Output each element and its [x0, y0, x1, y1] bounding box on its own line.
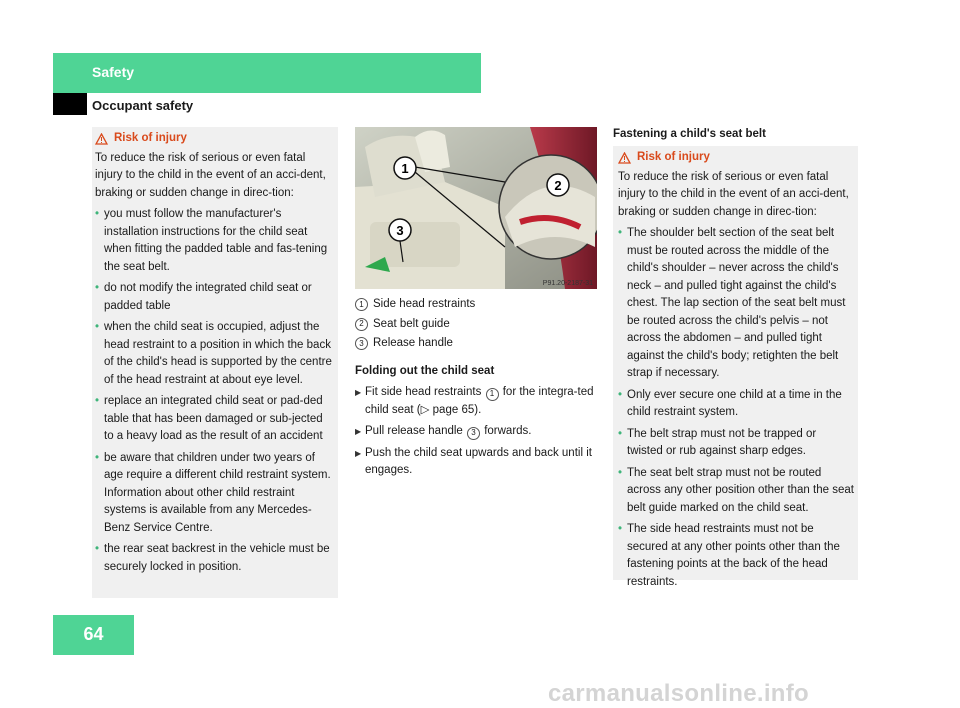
callout-2: 2	[554, 178, 562, 193]
warning-title: Risk of injury	[637, 151, 710, 163]
warning-triangle-icon	[618, 152, 631, 164]
warning-bullet: • The shoulder belt section of the seat belt must be routed across the middle of the child's shoulder – never across the child's neck – and pulled tight against the child's chest. The lap section of the seat belt must be routed across the child's pelvis – not across the abdomen – and pulled tight against the child's body; retighten the belt strap if necessary.	[618, 225, 854, 383]
warning-bullet: • The belt strap must not be trapped or twisted or rub against sharp edges.	[618, 426, 854, 461]
warning-bullet: • the rear seat backrest in the vehicle must be securely locked in position.	[95, 541, 334, 576]
fastening-heading: Fastening a child's seat belt	[613, 128, 766, 140]
warning-bullet: • do not modify the integrated child seat or padded table	[95, 280, 334, 315]
warning-bullet: • when the child seat is occupied, adjust the head restraint to a position in which the back of the child's head is supported by the centre of the head restraint at about eye level.	[95, 319, 334, 389]
callout-3: 3	[396, 223, 404, 238]
callout-number: 2	[355, 318, 368, 331]
warning-title: Risk of injury	[114, 132, 187, 144]
folding-heading: Folding out the child seat	[355, 364, 495, 377]
warning-bullet: • The side head restraints must not be secured at any other points other than the fastening points at the back of the head restraints.	[618, 521, 854, 591]
callout-number: 1	[486, 388, 499, 401]
callout-number: 1	[355, 298, 368, 311]
warning-bullet: • replace an integrated child seat or pad-ded table that has been damaged or sub-jected to a heavy load as the result of an accident	[95, 393, 334, 446]
child-seat-photo	[355, 127, 597, 289]
warning-intro: To reduce the risk of serious or even fatal injury to the child in the event of an acci-dent, braking or sudden change in direc-tion:	[618, 170, 849, 218]
warning-heading	[618, 149, 854, 167]
left-warning-box	[92, 127, 338, 598]
callout-1: 1	[401, 161, 409, 176]
warning-bullet: • be aware that children under two years of age require a different child restraint system. Information about other child restraint systems is available from any Mercedes-Benz Service Centre.	[95, 450, 334, 538]
middle-column	[355, 296, 601, 480]
legend-item	[355, 335, 601, 353]
warning-bullet: • Only ever secure one child at a time in the child restraint system.	[618, 387, 854, 422]
legend-item	[355, 316, 601, 334]
step-text: for the integra-ted child seat (	[365, 386, 594, 416]
warning-intro: To reduce the risk of serious or even fatal injury to the child in the event of an acci-dent, braking or sudden change in direc-tion:	[95, 151, 326, 199]
page-reference-arrow: ▷	[420, 403, 430, 416]
subsection-title: Occupant safety	[92, 98, 194, 113]
legend-item	[355, 296, 601, 314]
legend-label: Seat belt guide	[373, 317, 450, 330]
warning-heading	[95, 130, 334, 148]
instruction-step	[355, 445, 601, 480]
callout-number: 3	[467, 427, 480, 440]
figure-code: P91.20-2187-31	[542, 280, 593, 287]
step-text: forwards.	[481, 425, 532, 437]
instruction-step	[355, 384, 601, 419]
warning-bullet: • you must follow the manufacturer's installation instructions for the child seat when fitting the padded table and fas-tening the seat belt.	[95, 206, 334, 276]
section-marker	[53, 93, 87, 115]
watermark: carmanualsonline.info	[548, 680, 810, 707]
step-text: Fit side head restraints	[365, 386, 485, 398]
page-number: 64	[83, 624, 104, 644]
section-title: Safety	[92, 64, 135, 80]
right-warning-box	[613, 146, 858, 588]
callout-number: 3	[355, 337, 368, 350]
legend-label: Release handle	[373, 337, 453, 349]
instruction-step	[355, 423, 601, 441]
step-text: Push the child seat upwards and back until it engages.	[365, 446, 592, 476]
warning-triangle-icon	[95, 133, 108, 145]
legend-label: Side head restraints	[373, 298, 476, 310]
warning-bullet: • The seat belt strap must not be routed across any other position other than the seat belt guide marked on the child seat.	[618, 465, 854, 518]
page-reference[interactable]: page 65).	[429, 403, 482, 416]
step-text: Pull release handle	[365, 425, 467, 437]
